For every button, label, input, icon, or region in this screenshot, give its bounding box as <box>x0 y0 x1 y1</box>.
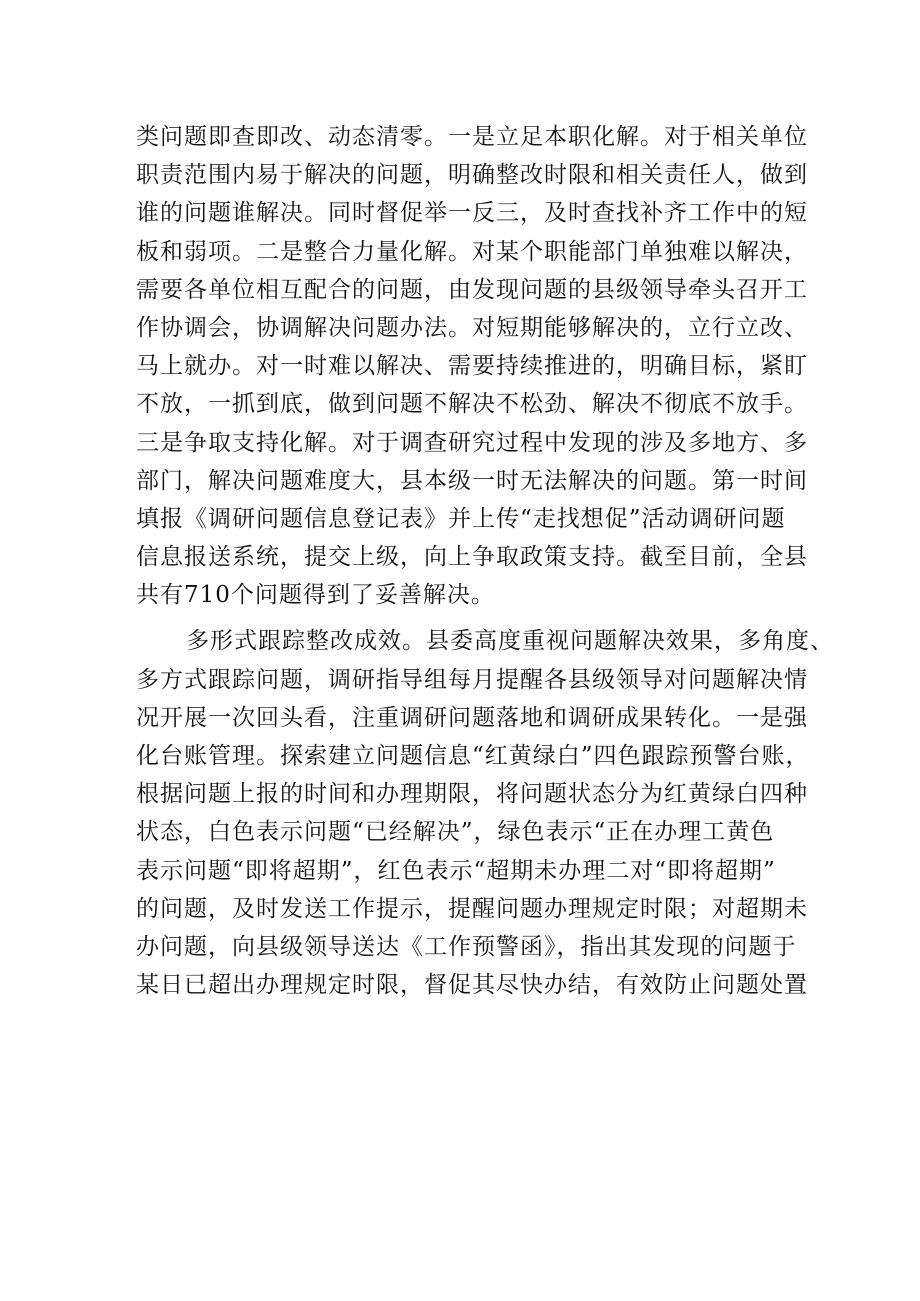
text-line: 填报《调研问题信息登记表》并上传“走找想促”活动调研问题 <box>136 505 786 532</box>
text-line: 根据问题上报的时间和办理期限，将问题状态分为红黄绿白四种 <box>136 781 808 808</box>
text-line: 类问题即查即改、动态清零。一是立足本职化解。对于相关单位 <box>136 124 808 150</box>
text-line: 谁的问题谁解决。同时督促举一反三，及时查找补齐工作中的短 <box>136 200 808 227</box>
text-line: 办问题，向县级领导送达《工作预警函》，指出其发现的问题于 <box>136 933 797 960</box>
text-line: 作协调会，协调解决问题办法。对短期能够解决的，立行立改、 <box>136 314 808 341</box>
text-line: 板和弱项。二是整合力量化解。对某个职能部门单独难以解决， <box>136 238 808 265</box>
text-line: 信息报送系统，提交上级，向上争取政策支持。截至目前，全县 <box>136 544 808 571</box>
text-line: 况开展一次回头看，注重调研问题落地和调研成果转化。一是强 <box>136 704 808 731</box>
text-line: 三是争取支持化解。对于调查研究过程中发现的涉及多地方、多 <box>136 429 808 456</box>
paragraph-2 <box>136 622 834 1004</box>
text-line: 部门，解决问题难度大，县本级一时无法解决的问题。第一时间 <box>136 467 808 494</box>
text-line: 化台账管理。探索建立问题信息“红黄绿白”四色跟踪预警台账， <box>136 743 810 769</box>
text-line: 职责范围内易于解决的问题，明确整改时限和相关责任人，做到 <box>136 162 808 189</box>
text-line: 需要各单位相互配合的问题，由发现问题的县级领导牵头召开工 <box>136 276 808 303</box>
text-line: 马上就办。对一时难以解决、需要持续推进的，明确目标，紧盯 <box>136 353 808 380</box>
text-line: 多方式跟踪问题，调研指导组每月提醒各县级领导对问题解决情 <box>136 666 808 693</box>
text-line: 表示问题“即将超期”，红色表示“超期未办理二对“即将超期” <box>136 857 776 884</box>
text-line: 共有710个问题得到了妥善解决。 <box>136 582 495 609</box>
text-line: 的问题，及时发送工作提示，提醒问题办理规定时限；对超期未 <box>136 895 808 922</box>
text-line: 状态，白色表示问题“已经解决”，绿色表示“正在办理工黄色 <box>136 819 775 846</box>
paragraph-spacer <box>136 614 796 622</box>
paragraph-1 <box>136 118 808 614</box>
text-line: 某日已超出办理规定时限，督促其尽快办结，有效防止问题处置 <box>136 972 808 999</box>
document-body <box>136 118 834 1004</box>
text-line: 不放，一抓到底，做到问题不解决不松劲、解决不彻底不放手。 <box>136 391 808 418</box>
text-line: 多形式跟踪整改成效。县委高度重视问题解决效果，多角度、 <box>186 628 834 655</box>
